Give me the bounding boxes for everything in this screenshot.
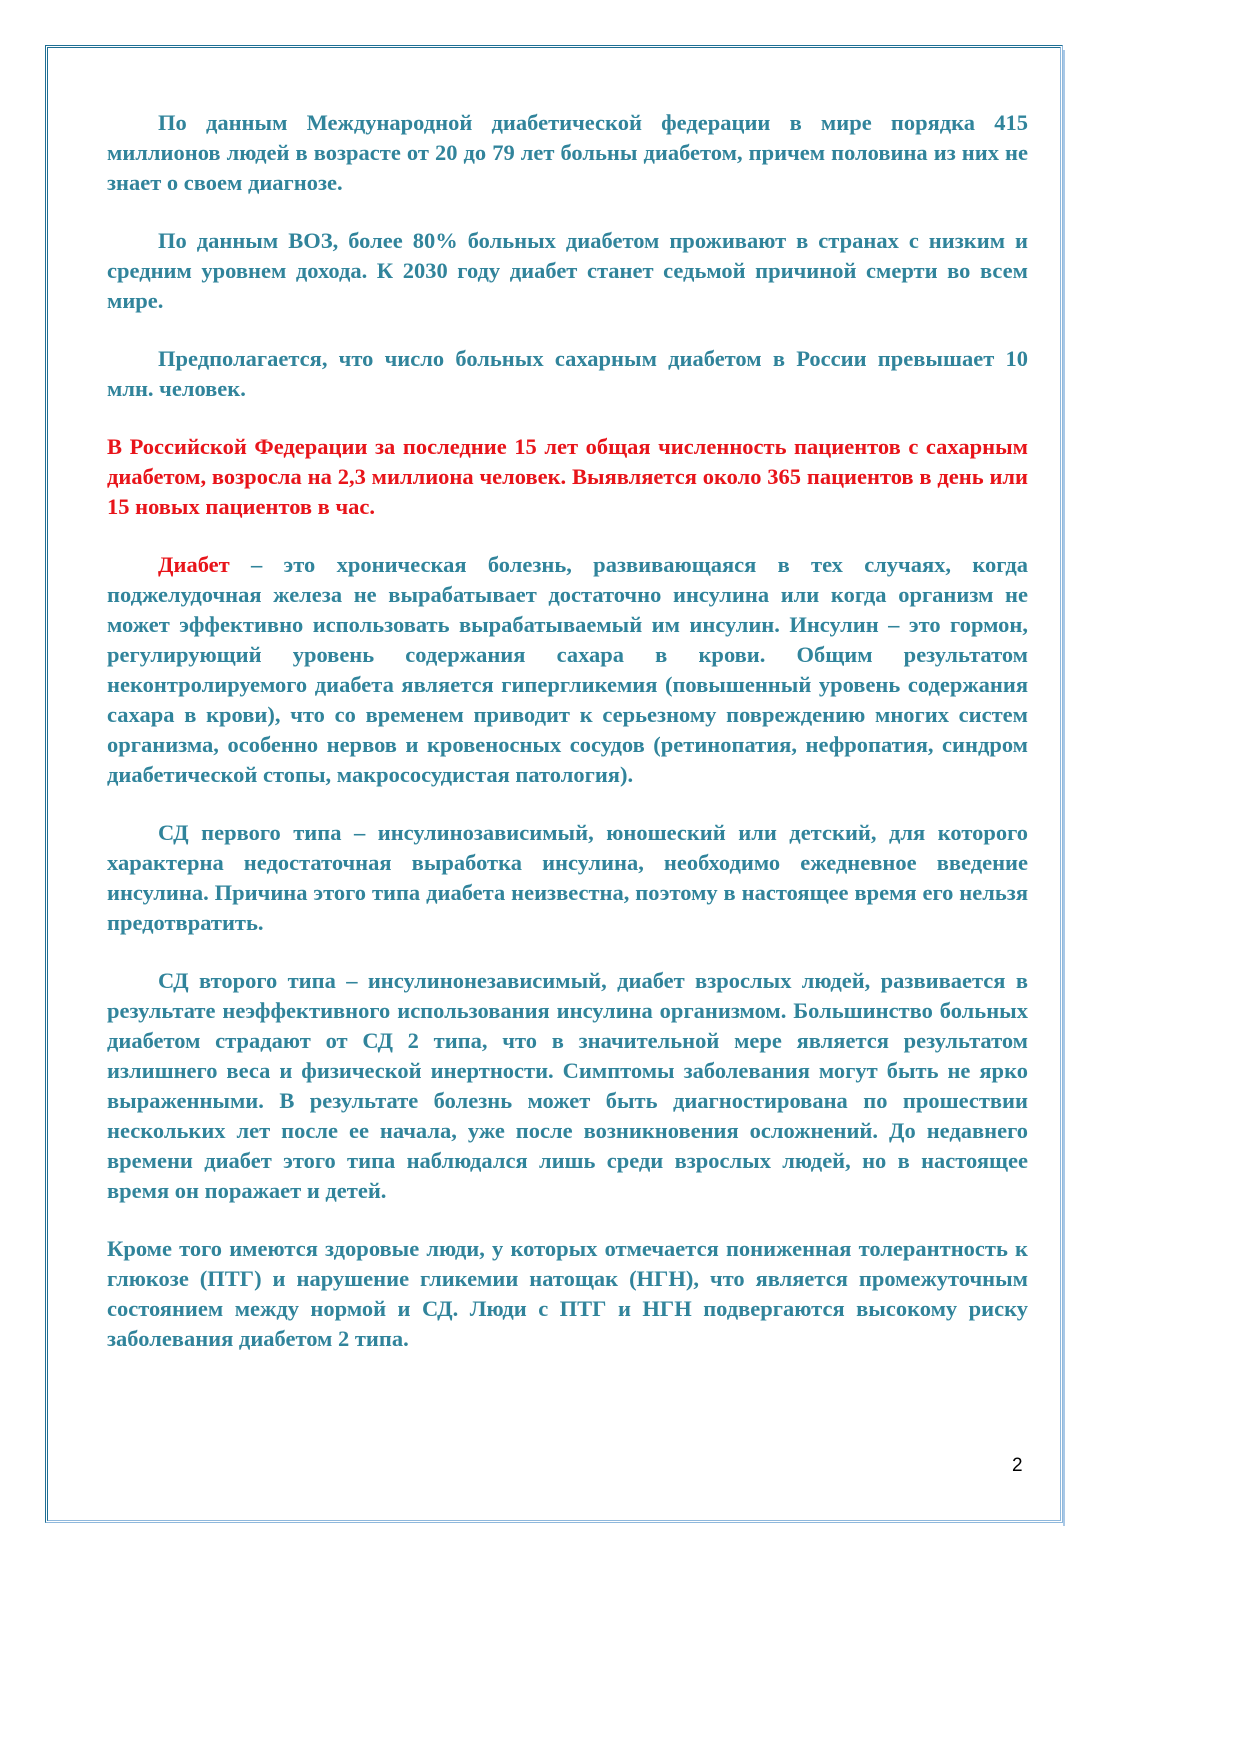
paragraph-text: По данным ВОЗ, более 80% больных диабетом проживают в странах с низким и средним уровнем дохода. К 2030 году диабет станет седьмой причиной смерти во всем мире. [107,228,1028,313]
page-number: 2 [1012,1455,1023,1476]
paragraph-text: В Российской Федерации за последние 15 лет общая численность пациентов с сахарным диабетом, возросла на 2,3 миллиона человек. Выявляется около 365 пациентов в день или 15 новых пациентов в час. [107,434,1028,519]
paragraph-text: Предполагается, что число больных сахарным диабетом в России превышает 10 млн. человек. [107,346,1028,401]
paragraph-text: СД первого типа – инсулинозависимый, юношеский или детский, для которого характерна недостаточная выработка инсулина, необходимо ежедневное введение инсулина. Причина этого типа диабета неизвестна, поэтому в настоящее время его нельзя предотвратить. [107,820,1028,935]
paragraph-text: Кроме того имеются здоровые люди, у которых отмечается пониженная толерантность к глюкозе (ПТГ) и нарушение гликемии натощак (НГН), что является промежуточным состоянием между нормой и СД. Люди с ПТГ и НГН подвергаются высокому риску заболевания диабетом 2 типа. [107,1236,1028,1351]
paragraph-text: По данным Международной диабетической федерации в мире порядка 415 миллионов людей в возрасте от 20 до 79 лет больны диабетом, причем половина из них не знает о своем диагнозе. [107,110,1028,195]
paragraph-who-statistics [107,226,1028,316]
paragraph-text: – это хроническая болезнь, развивающаяся в тех случаях, когда поджелудочная железа не вырабатывает достаточно инсулина или когда организм не может эффективно использовать вырабатываемый им инсулин. Инсулин – это гормон, регулирующий уровень содержания сахара в крови. Общим результатом неконтролируемого диабета является гипергликемия (повышенный уровень содержания сахара в крови), что со временем приводит к серьезному повреждению многих систем организма, особенно нервов и кровеносных сосудов (ретинопатия, нефропатия, синдром диабетической стопы, макрососудистая патология). [107,552,1028,787]
paragraph-russian-federation-highlight [107,432,1028,522]
paragraph-prediabetes [107,1234,1028,1354]
paragraph-text: СД второго типа – инсулинонезависимый, диабет взрослых людей, развивается в результате неэффективного использования инсулина организмом. Большинство больных диабетом страдают от СД 2 типа, что в значительной мере является результатом излишнего веса и физической инертности. Симптомы заболевания могут быть не ярко выраженными. В результате болезнь может быть диагностирована по прошествии нескольких лет после ее начала, уже после возникновения осложнений. До недавнего времени диабет этого типа наблюдался лишь среди взрослых людей, но в настоящее время он поражает и детей. [107,968,1028,1203]
paragraph-type1-diabetes [107,818,1028,938]
paragraph-russia-estimate [107,344,1028,404]
paragraph-diabetes-definition [107,550,1028,790]
paragraph-idf-statistics [107,108,1028,198]
paragraph-type2-diabetes [107,966,1028,1206]
document-body [107,108,1028,1382]
highlighted-term: Диабет [158,552,230,577]
